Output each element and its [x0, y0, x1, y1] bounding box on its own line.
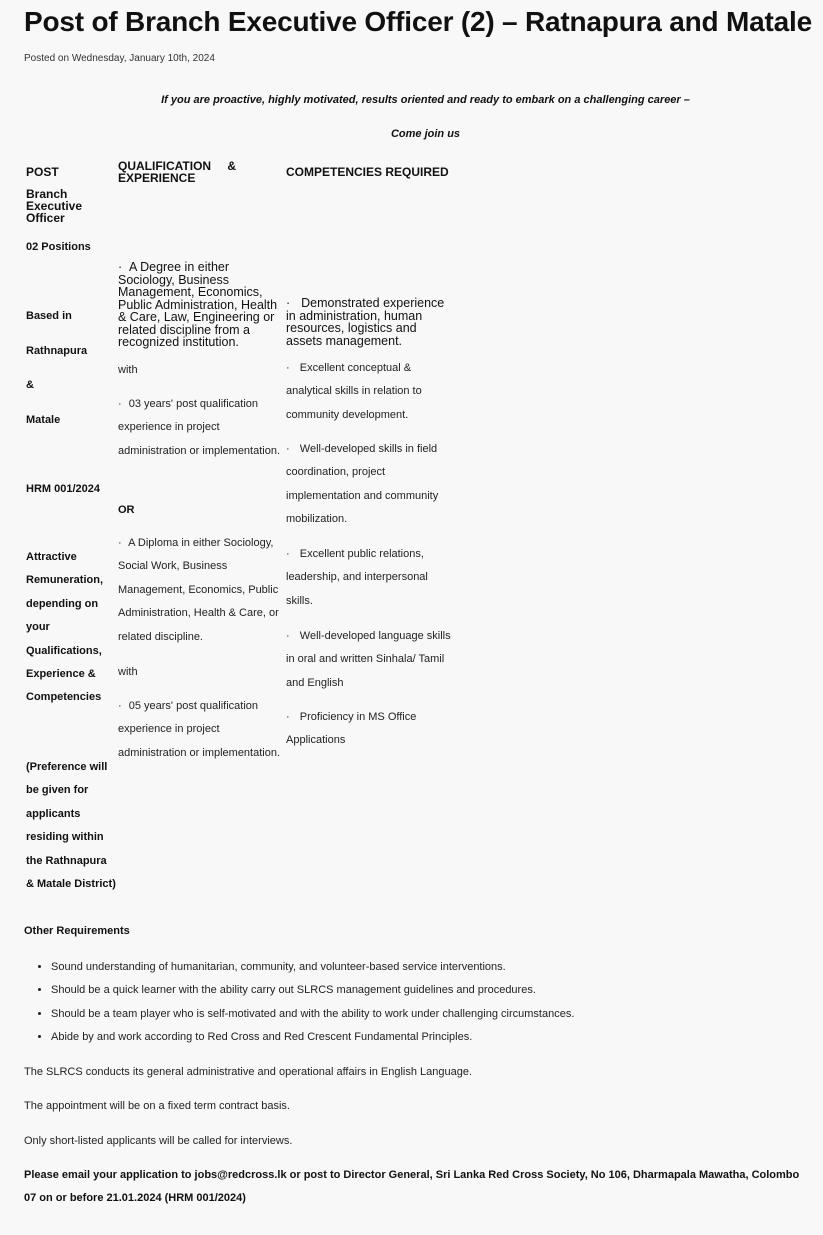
posted-date: Posted on Wednesday, January 10th, 2024: [24, 53, 215, 64]
other-requirements-title: Other Requirements: [24, 925, 130, 937]
list-item: • Sound understanding of humanitarian, community, and volunteer-based service interventions.: [51, 956, 574, 979]
qualification-header: QUALIFICATION & EXPERIENCE: [118, 159, 236, 185]
bullet: ·: [286, 443, 290, 455]
shortlist-paragraph: Only short-listed applicants will be called for interviews.: [24, 1135, 293, 1147]
list-item: • Abide by and work according to Red Cross and Red Crescent Fundamental Principles.: [51, 1026, 574, 1049]
other-requirements-list: [24, 956, 574, 1050]
bullet: ·: [286, 362, 290, 374]
bullet: ·: [118, 260, 123, 274]
experience-requirement-1: · 03 years' post qualification experience in project administration or implementation.: [118, 398, 281, 457]
bullet: ·: [286, 630, 290, 642]
bullet: ·: [118, 537, 122, 549]
diploma-requirement: · A Diploma in either Sociology, Social Work, Business Management, Economics, Public Administration, Health & Care, or related discipline.: [118, 537, 279, 643]
remuneration-text: Attractive Remuneration, depending on your Qualifications, Experience & Competencies: [26, 551, 104, 704]
language-paragraph: The SLRCS conducts its general administrative and operational affairs in English Language.: [24, 1066, 473, 1078]
list-item: • Should be a quick learner with the ability carry out SLRCS management guidelines and procedures.: [51, 979, 574, 1002]
competency-item: · Demonstrated experience in administration, human resources, logistics and assets management.: [286, 296, 445, 348]
bullet: ·: [118, 700, 122, 712]
location-rathnapura: Rathnapura: [26, 345, 88, 357]
competency-item: · Well-developed skills in field coordination, project implementation and community mobilization.: [286, 443, 439, 526]
bullet: ·: [286, 296, 291, 310]
list-item: • Should be a team player who is self-motivated and with the ability to work under challenging circumstances.: [51, 1003, 574, 1026]
competency-item: · Proficiency in MS Office Applications: [286, 711, 417, 747]
post-title: Branch Executive Officer: [26, 187, 83, 225]
or-label: OR: [118, 504, 135, 516]
based-in-label: Based in: [26, 310, 72, 322]
bullet: ·: [118, 398, 122, 410]
bullet: ·: [286, 548, 290, 560]
intro-call-to-action: Come join us: [390, 128, 461, 140]
positions-count: 02 Positions: [26, 241, 91, 253]
post-header: POST: [26, 165, 59, 179]
bullet: ·: [286, 711, 290, 723]
preference-note: (Preference will be given for applicants residing within the Rathnapura & Matale District): [26, 761, 116, 891]
with-label: with: [118, 364, 138, 376]
location-matale: Matale: [26, 414, 61, 426]
application-instructions: Please email your application to jobs@redcross.lk or post to Director General, Sri Lanka Red Cross Society, No 106, Dharmapala Mawatha, Colombo 07 on or before 21.01.2024 (HRM 001/2024): [24, 1169, 800, 1205]
page-title: Post of Branch Executive Officer (2) – Ratnapura and Matale: [24, 6, 812, 37]
reference-code: HRM 001/2024: [26, 483, 100, 495]
degree-requirement: · A Degree in either Sociology, Business Management, Economics, Public Administration, Health & Care, Law, Engineering or related discipline from a recognized institution.: [118, 260, 278, 349]
intro-line: If you are proactive, highly motivated, results oriented and ready to embark on a challenging career –: [161, 94, 690, 106]
competency-item: · Excellent public relations, leadership, and interpersonal skills.: [286, 548, 428, 607]
competency-item: · Well-developed language skills in oral and written Sinhala/ Tamil and English: [286, 630, 451, 689]
contract-paragraph: The appointment will be on a fixed term contract basis.: [24, 1100, 290, 1112]
with-label: with: [118, 666, 138, 678]
competencies-header: COMPETENCIES REQUIRED: [286, 165, 449, 179]
competency-item: · Excellent conceptual & analytical skills in relation to community development.: [286, 362, 422, 421]
experience-requirement-2: · 05 years' post qualification experience in project administration or implementation.: [118, 700, 281, 759]
location-ampersand: &: [26, 379, 34, 391]
